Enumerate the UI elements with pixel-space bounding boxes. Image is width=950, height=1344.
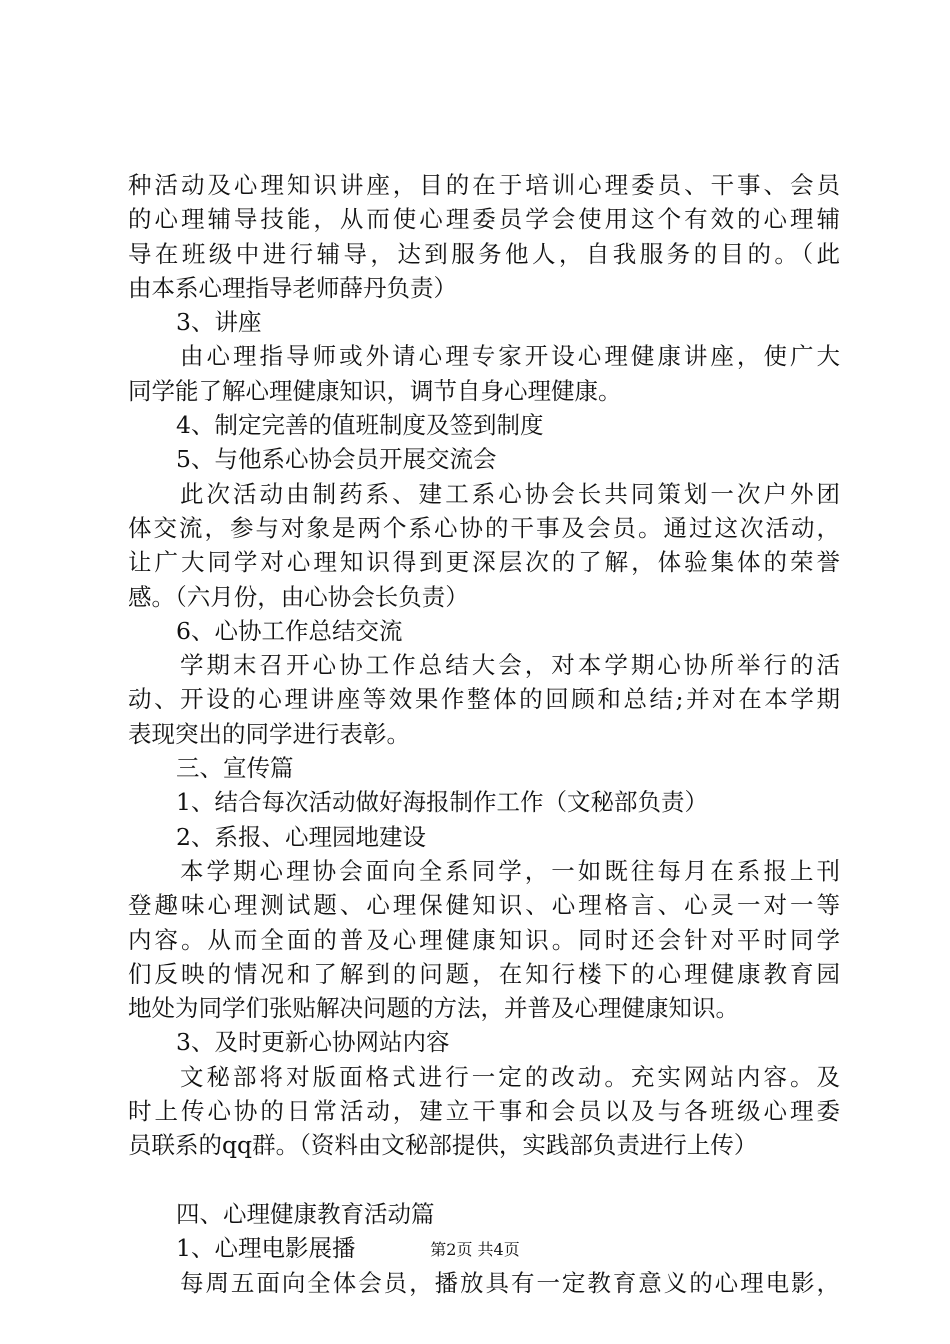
section-heading: 三、宣传篇 <box>176 754 294 783</box>
text-line: 时上传心协的日常活动，建立干事和会员以及与各班级心理委 <box>128 1097 840 1126</box>
text-line: 文秘部将对版面格式进行一定的改动。充实网站内容。及 <box>180 1062 840 1091</box>
text-line: 由本系心理指导老师薛丹负责） <box>128 273 457 302</box>
text-line: 每周五面向全体会员，播放具有一定教育意义的心理电影， <box>180 1268 840 1297</box>
text-line: 登趣味心理测试题、心理保健知识、心理格言、心灵一对一等 <box>128 891 840 920</box>
text-line: 导在班级中进行辅导，达到服务他人，自我服务的目的。（此 <box>128 239 840 268</box>
text-line: 体交流，参与对象是两个系心协的干事及会员。通过这次活动， <box>128 513 840 542</box>
section-heading: 四、心理健康教育活动篇 <box>176 1199 435 1228</box>
section-heading: 2、系报、心理园地建设 <box>176 822 426 851</box>
text-line: 们反映的情况和了解到的问题，在知行楼下的心理健康教育园 <box>128 959 840 988</box>
text-line: 的心理辅导技能，从而使心理委员学会使用这个有效的心理辅 <box>128 205 840 234</box>
section-heading: 3、讲座 <box>176 308 262 337</box>
section-heading: 1、结合每次活动做好海报制作工作（文秘部负责） <box>176 788 708 817</box>
page-footer: 第2页 共4页 <box>430 1240 520 1259</box>
text-line: 感。（六月份，由心协会长负责） <box>128 582 469 611</box>
document-body <box>128 168 840 1300</box>
text-line: 同学能了解心理健康知识，调节自身心理健康。 <box>128 376 622 405</box>
text-line: 种活动及心理知识讲座，目的在于培训心理委员、干事、会员 <box>128 171 840 199</box>
section-heading: 4、制定完善的值班制度及签到制度 <box>176 411 544 440</box>
section-heading: 3、及时更新心协网站内容 <box>176 1028 450 1057</box>
blank-line <box>128 1163 840 1197</box>
text-line: 让广大同学对心理知识得到更深层次的了解，体验集体的荣誉 <box>128 548 840 577</box>
text-line: 学期末召开心协工作总结大会，对本学期心协所举行的活 <box>180 651 840 680</box>
text-line: 此次活动由制药系、建工系心协会长共同策划一次户外团 <box>180 479 840 508</box>
section-heading: 6、心协工作总结交流 <box>176 616 403 645</box>
text-line: 由心理指导师或外请心理专家开设心理健康讲座，使广大 <box>180 342 840 371</box>
text-line: 动、开设的心理讲座等效果作整体的回顾和总结;并对在本学期 <box>128 685 840 714</box>
text-line: 地处为同学们张贴解决问题的方法，并普及心理健康知识。 <box>128 994 739 1023</box>
section-heading: 1、心理电影展播 <box>176 1234 356 1263</box>
text-line: 员联系的qq群。（资料由文秘部提供，实践部负责进行上传） <box>128 1131 758 1160</box>
section-heading: 5、与他系心协会员开展交流会 <box>176 445 497 474</box>
text-line: 内容。从而全面的普及心理健康知识。同时还会针对平时同学 <box>128 925 840 954</box>
text-line: 本学期心理协会面向全系同学，一如既往每月在系报上刊 <box>180 856 840 885</box>
text-line: 表现突出的同学进行表彰。 <box>128 719 410 748</box>
